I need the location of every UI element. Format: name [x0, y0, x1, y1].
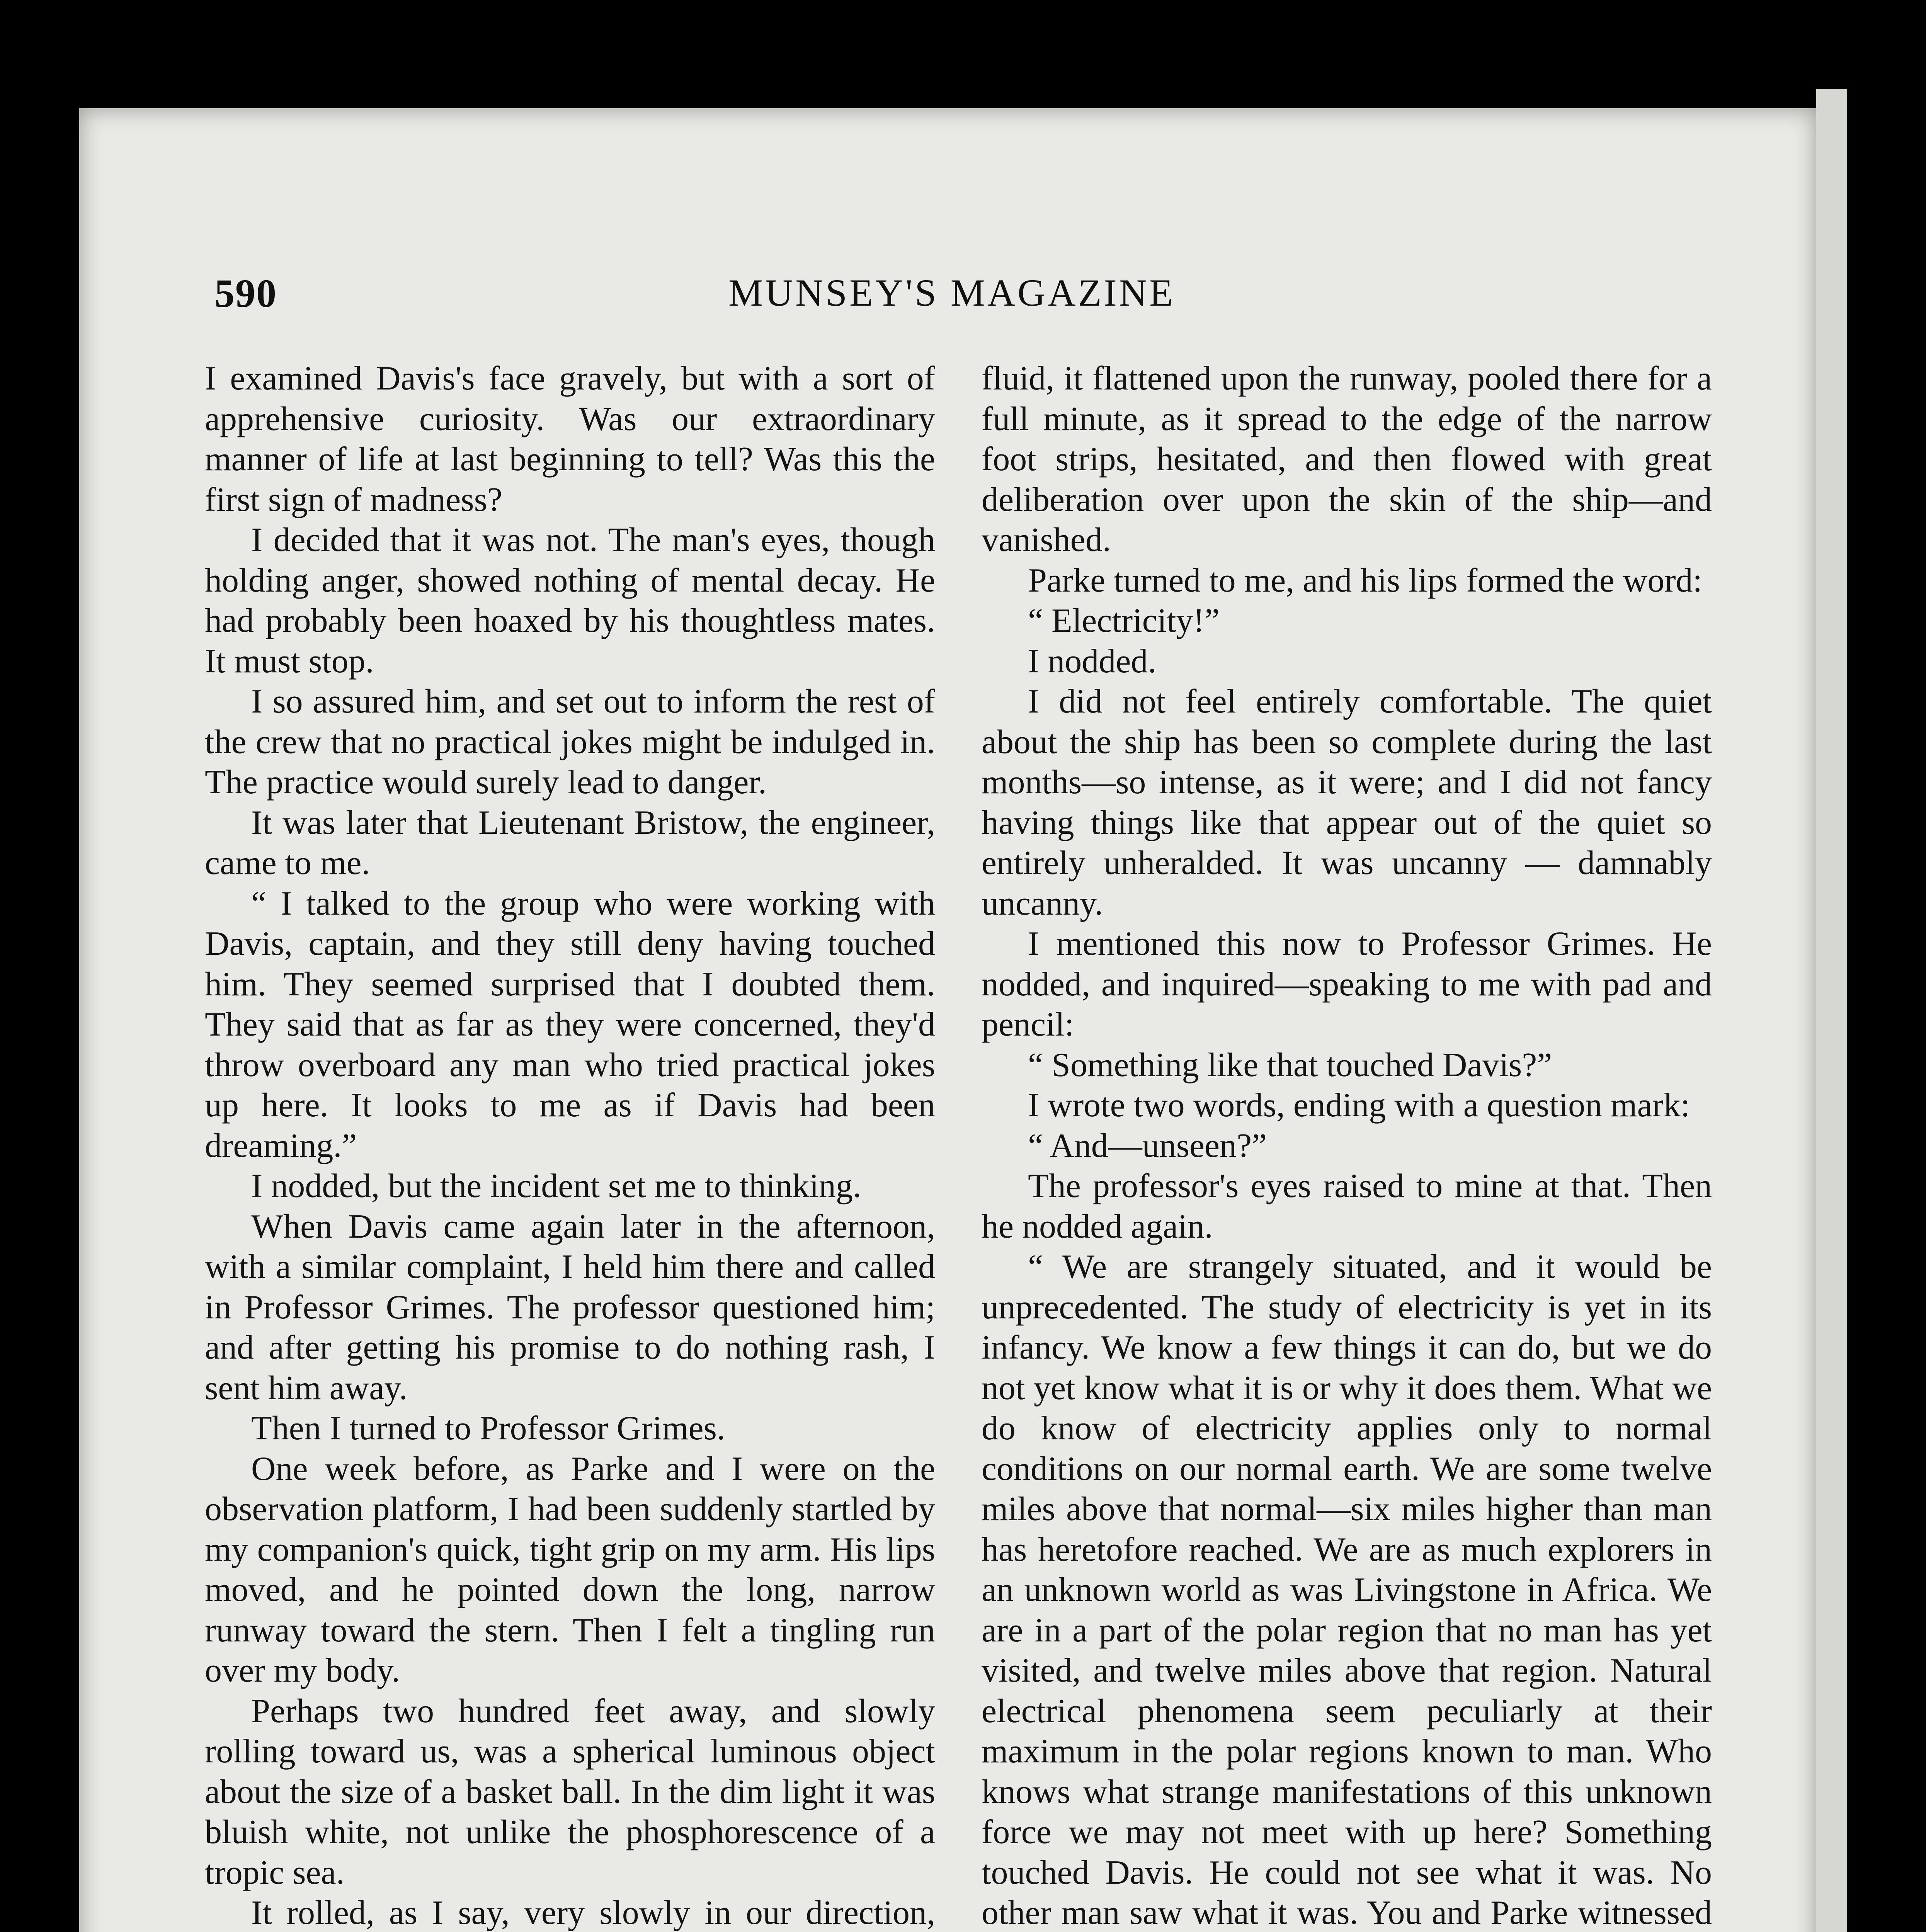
paragraph: It was later that Lieutenant Bristow, the engineer, came to me. [205, 804, 935, 882]
paragraph: It rolled, as I say, very slowly in our direction, [251, 1894, 935, 1932]
page-number: 590 [214, 271, 277, 316]
paragraph: “ Electricity!” [1028, 602, 1220, 639]
right-text-column [982, 359, 1712, 1932]
paragraph: “ We are strangely situated, and it would be unprecedented. The study of electricity is yet in its infancy. We know a few things it can do, but we do not yet know what it is or why it does them. What we do know of electricity applies only to normal conditions on our normal earth. We are some twelve miles above that normal—six miles higher than man has heretofore reached. We are as much explorers in an unknown world as was Livingstone in Africa. We are in a part of the polar region that no man has yet visited, and twelve miles above that region. Natural electrical phenomena seem peculiarly at their maximum in the polar regions known to man. Who knows what strange manifestations of this unknown force we may not meet with up here? Something touched Davis. He could not see what it was. No other man saw what it was. You and Parke witnessed [982, 1248, 1712, 1932]
paragraph: I mentioned this now to Professor Grimes. He nodded, and inquired—speaking to me with pad and pencil: [982, 925, 1712, 1043]
paragraph: “ And—unseen?” [1028, 1127, 1267, 1165]
paragraph: I decided that it was not. The man's eyes, though holding anger, showed nothing of mental decay. He had probably been hoaxed by his thoughtless mates. It must stop. [205, 521, 935, 680]
paragraph: I so assured him, and set out to inform the rest of the crew that no practical jokes might be indulged in. The practice would surely lead to danger. [205, 683, 935, 801]
paragraph: I nodded, but the incident set me to thinking. [251, 1167, 861, 1205]
paragraph: fluid, it flattened upon the runway, pooled there for a full minute, as it spread to the edge of the narrow foot strips, hesitated, and then flowed with great deliberation over upon the skin of the ship—and vanished. [982, 360, 1712, 559]
page-header [214, 270, 1722, 325]
paragraph: I wrote two words, ending with a question mark: [1028, 1087, 1690, 1124]
paragraph: “ Something like that touched Davis?” [1028, 1046, 1552, 1084]
left-text-column [205, 359, 935, 1932]
paragraph: One week before, as Parke and I were on the observation platform, I had been suddenly startled by my companion's quick, tight grip on my arm. His lips moved, and he pointed down the long, narrow runway toward the stern. Then I felt a tingling run over my body. [205, 1450, 935, 1689]
paragraph: Parke turned to me, and his lips formed the word: [1028, 561, 1702, 599]
paragraph: “ I talked to the group who were working with Davis, captain, and they still deny having touched him. They seemed surprised that I doubted them. They said that as far as they were concerned, they'd throw overboard any man who tried practical jokes up here. It looks to me as if Davis had been dreaming.” [205, 884, 935, 1165]
paragraph: The professor's eyes raised to mine at that. Then he nodded again. [982, 1167, 1712, 1245]
paragraph: I did not feel entirely comfortable. The quiet about the ship has been so complete during the last months—so intense, as it were; and I did not fancy having things like that appear out of the quiet so entirely unheralded. It was uncanny — damnably uncanny. [982, 683, 1712, 922]
paragraph: I nodded. [1028, 642, 1157, 680]
paragraph: When Davis came again later in the afternoon, with a similar complaint, I held him there and called in Professor Grimes. The professor questioned him; and after getting his promise to do nothing rash, I sent him away. [205, 1208, 935, 1407]
paragraph: Perhaps two hundred feet away, and slowly rolling toward us, was a spherical luminous object about the size of a basket ball. In the dim light it was bluish white, not unlike the phosphorescence of a tropic sea. [205, 1692, 935, 1891]
paragraph: I examined Davis's face gravely, but with a sort of apprehensive curiosity. Was our extraordinary manner of life at last beginning to tell? Was this the first sign of madness? [205, 360, 935, 519]
running-title: MUNSEY'S MAGAZINE [728, 271, 1176, 314]
page-edge [1816, 89, 1847, 1932]
paragraph: Then I turned to Professor Grimes. [251, 1410, 725, 1447]
